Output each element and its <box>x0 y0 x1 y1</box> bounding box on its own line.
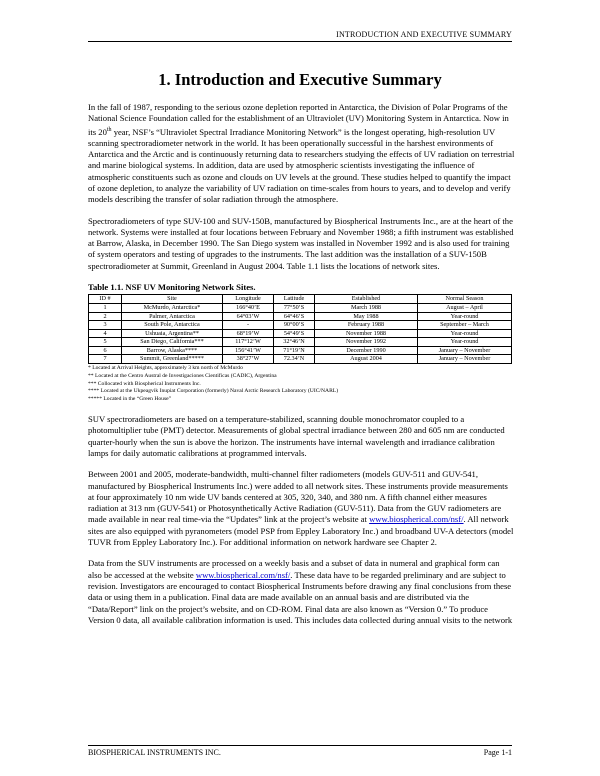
footnote: ** Located at the Centro Austral de Investigaciones Cientificas (CADIC), Argentina <box>88 372 277 379</box>
table-row <box>89 303 512 312</box>
cell: 3 <box>89 321 122 330</box>
table-caption: Table 1.1. NSF UV Monitoring Network Sites. <box>88 282 256 293</box>
cell: Year-round <box>418 329 512 338</box>
cell: Year-round <box>418 312 512 321</box>
paragraph-spectroradiometers: Spectroradiometers of type SUV-100 and SUV-150B, manufactured by Biospherical Instruments Inc., are at the heart of the network. Systems were installed at four locations between February and November 1988; a fifth instrument was established at Barrow, Alaska, in December 1990. The San Diego system was installed in November 1992 and is also used for training of system operators and testing of upgrades to the instruments. The last addition was the installation of a SUV-150B spectroradiometer at Summit, Greenland in August 2004. Table 1.1 lists the locations of network sites. <box>88 215 514 271</box>
cell: 156°41’W <box>223 346 274 355</box>
table-row <box>89 338 512 347</box>
cell: 72.34’N <box>274 355 315 364</box>
running-foot <box>88 745 512 757</box>
cell: 32°46’N <box>274 338 315 347</box>
cell: 166°40’E <box>223 303 274 312</box>
cell: Summit, Greenland***** <box>122 355 223 364</box>
col-established: Established <box>315 295 418 304</box>
cell: May 1988 <box>315 312 418 321</box>
cell: November 1988 <box>315 329 418 338</box>
table-row <box>89 346 512 355</box>
cell: 54°49’S <box>274 329 315 338</box>
cell: August 2004 <box>315 355 418 364</box>
cell: 64°46’S <box>274 312 315 321</box>
cell: 90°00’S <box>274 321 315 330</box>
cell: 38°27’W <box>223 355 274 364</box>
cell: South Pole, Antarctica <box>122 321 223 330</box>
cell: January – November <box>418 346 512 355</box>
cell: September – March <box>418 321 512 330</box>
cell: 117°12’W <box>223 338 274 347</box>
cell: 64°03’W <box>223 312 274 321</box>
col-site: Site <box>122 295 223 304</box>
cell: 1 <box>89 303 122 312</box>
cell: 6 <box>89 346 122 355</box>
table-header-row <box>89 295 512 304</box>
table-footnotes <box>88 365 515 404</box>
col-season: Normal Season <box>418 295 512 304</box>
paragraph-suv-measurements: SUV spectroradiometers are based on a temperature-stabilized, scanning double monochromator coupled to a photomultiplier tube (PMT) detector. Measurements of global spectral irradiance between 280 and 605 nm are conducted quarter-hourly when the sun is above the horizon. The instruments have internal wavelength and irradiance calibration lamps for daily automatic calibrations at programmed intervals. <box>88 414 505 458</box>
table-row <box>89 355 512 364</box>
cell: 5 <box>89 338 122 347</box>
cell: San Diego, California*** <box>122 338 223 347</box>
footnote: **** Located at the Ukpeagvik Inupiat Corporation (formerly) Naval Arctic Research Laboratory (UIC/NARL) <box>88 388 339 395</box>
footer-publisher: BIOSPHERICAL INSTRUMENTS INC. <box>88 748 221 757</box>
sites-table <box>88 294 512 364</box>
cell: - <box>223 321 274 330</box>
cell: 4 <box>89 329 122 338</box>
cell: March 1988 <box>315 303 418 312</box>
col-id: ID # <box>89 295 122 304</box>
cell: Palmer, Antarctica <box>122 312 223 321</box>
cell: McMurdo, Antarctica* <box>122 303 223 312</box>
cell: December 1990 <box>315 346 418 355</box>
table-row <box>89 312 512 321</box>
table-row <box>89 321 512 330</box>
cell: Ushuaia, Argentina** <box>122 329 223 338</box>
cell: 68°19’W <box>223 329 274 338</box>
table-row <box>89 329 512 338</box>
cell: 7 <box>89 355 122 364</box>
body-text <box>88 102 515 636</box>
website-link[interactable]: www.biospherical.com/nsf/ <box>369 514 464 525</box>
running-head: INTRODUCTION AND EXECUTIVE SUMMARY <box>88 30 512 42</box>
page-number: Page 1-1 <box>483 748 512 757</box>
chapter-title: 1. Introduction and Executive Summary <box>158 70 442 89</box>
footnote: ***** Located in the “Green House” <box>88 396 172 403</box>
cell: February 1988 <box>315 321 418 330</box>
cell: 77°50’S <box>274 303 315 312</box>
col-latitude: Latitude <box>274 295 315 304</box>
paragraph-data-processing: Data from the SUV instruments are processed on a weekly basis and a subset of data in numeral and graphical form can also be accessed at the website www.biospherical.com/nsf/. These data have to be regarded preliminary and are subject to revision. Investigators are encouraged to contact Biospherical Instruments before drawing any final conclusions from these data or using them in a publication. Final data are made available on an annual basis and are distributed via the “Data/Report” link on the project’s website, and on CD-ROM. Final data are also known as “Version 0.” To produce Version 0 data, all available calibration information is used. This includes data collected during annual visits to the network <box>88 558 513 625</box>
footnote: *** Collocated with Biospherical Instruments Inc. <box>88 380 201 387</box>
cell: 2 <box>89 312 122 321</box>
cell: August – April <box>418 303 512 312</box>
cell: 71°19’N <box>274 346 315 355</box>
cell: Barrow, Alaska**** <box>122 346 223 355</box>
cell: January – November <box>418 355 512 364</box>
footnote: * Located at Arrival Heights, approximately 3 km north of McMurdo <box>88 365 243 372</box>
cell: November 1992 <box>315 338 418 347</box>
paragraph-guv-radiometers: Between 2001 and 2005, moderate-bandwidth, multi-channel filter radiometers (models GUV-511 and GUV-541, manufactured by Biospherical Instruments Inc.) were added to all network sites. These instruments provide measurements at four approximately 10 nm wide UV bands centered at 305, 320, 340, and 380 nm. A fifth channel either measures radiation at 313 nm (GUV-541) or Photosynthetically Active Radiation (GUV-511). Data from the GUV radiometers are made available in near real time-via the “Updates” link at the project’s website at www.biospherical.com/nsf/. All network sites are also equipped with pyranometers (model PSP from Eppley Laboratory Inc.) and broadband UV-A detectors (model TUVR from Eppley Laboratory Inc.). For additional information on network hardware see Chapter 2. <box>88 469 514 548</box>
cell: Year-round <box>418 338 512 347</box>
col-longitude: Longitude <box>223 295 274 304</box>
paragraph-intro: In the fall of 1987, responding to the serious ozone depletion reported in Antarctica, the Division of Polar Programs of the National Science Foundation called for the establishment of an Ultraviolet (UV) Monitoring System in Antarctica. Now in its 20th year, NSF’s “Ultraviolet Spectral Irradiance Monitoring Network” is the longest operating, high-resolution UV scanning spectroradiometer network in the world. It has been operationally successful in the harshest environments of Antarctica and the Arctic and is continuously returning data to researchers studying the effects of UV radiation on terrestrial and marine biological systems. In addition, data are used by atmospheric scientists investigating the influence of atmospheric constituents such as ozone and clouds on UV levels at the ground. These studies helped to quantify the impact of ozone depletion, to analyze the variability of UV radiation on time-scales from hours to years, and to develop and verify models describing the transfer of solar radiation through the atmosphere. <box>88 102 515 205</box>
website-link[interactable]: www.biospherical.com/nsf/ <box>195 569 291 580</box>
